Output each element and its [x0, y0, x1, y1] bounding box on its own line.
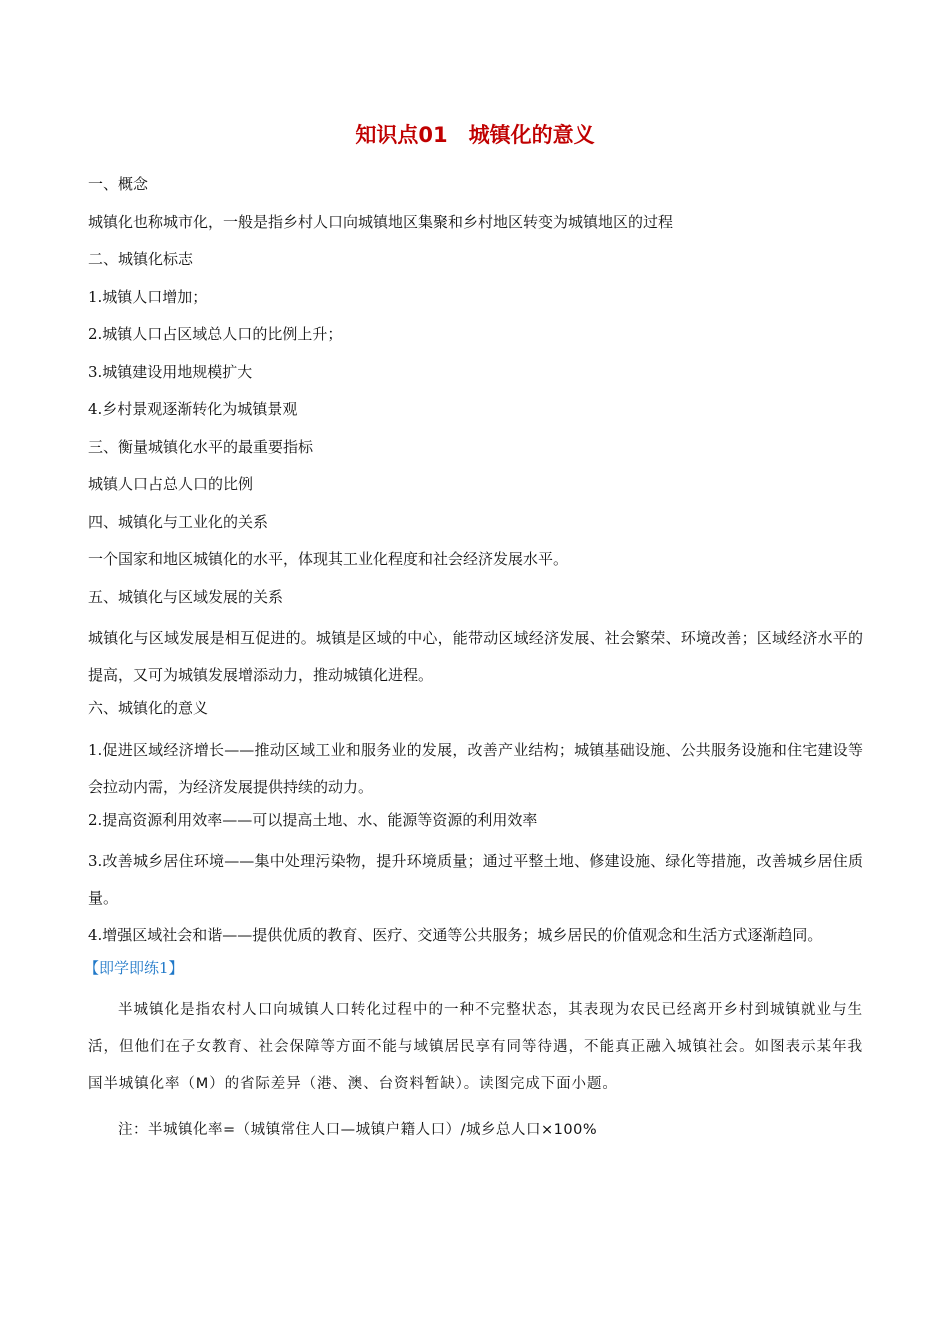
exercise-note: 注：半城镇化率=（城镇常住人口—城镇户籍人口）/城乡总人口×100% [118, 1122, 598, 1138]
section-heading-significance: 六、城镇化的意义 [88, 699, 209, 717]
signs-item-4: 4.乡村景观逐渐转化为城镇景观 [88, 400, 298, 418]
page-title: 知识点01 城镇化的意义 [355, 123, 595, 147]
signs-item-1: 1.城镇人口增加； [88, 287, 208, 306]
exercise-label: 【即学即练1】 [84, 959, 184, 977]
section-heading-industrialization: 四、城镇化与工业化的关系 [88, 512, 269, 531]
significance-item-3: 3.改善城乡居住环境——集中处理污染物，提升环境质量；通过平整土地、修建设施、绿化等措施，改善城乡居住质量。 [88, 852, 863, 907]
section-heading-regional-development: 五、城镇化与区域发展的关系 [88, 587, 284, 606]
section-heading-signs: 二、城镇化标志 [88, 250, 194, 268]
significance-item-2: 2.提高资源利用效率——可以提高土地、水、能源等资源的利用效率 [88, 810, 538, 829]
document-body [84, 170, 863, 1159]
signs-item-2: 2.城镇人口占区域总人口的比例上升； [88, 325, 343, 343]
significance-item-1: 1.促进区域经济增长——推动区域工业和服务业的发展，改善产业结构；城镇基础设施、公共服务设施和住宅建设等会拉动内需，为经济发展提供持续的动力。 [88, 740, 863, 796]
section-heading-indicator: 三、衡量城镇化水平的最重要指标 [88, 437, 314, 456]
regional-development-text: 城镇化与区域发展是相互促进的。城镇是区域的中心，能带动区域经济发展、社会繁荣、环境改善；区域经济水平的提高，又可为城镇发展增添动力，推动城镇化进程。 [88, 629, 863, 684]
section-heading-concept: 一、概念 [88, 175, 149, 193]
indicator-text: 城镇人口占总人口的比例 [88, 475, 254, 493]
significance-item-4: 4.增强区域社会和谐——提供优质的教育、医疗、交通等公共服务；城乡居民的价值观念和生活方式逐渐趋同。 [88, 926, 823, 944]
industrialization-text: 一个国家和地区城镇化的水平，体现其工业化程度和社会经济发展水平。 [88, 550, 569, 568]
signs-item-3: 3.城镇建设用地规模扩大 [88, 362, 253, 381]
concept-text: 城镇化也称城市化，一般是指乡村人口向城镇地区集聚和乡村地区转变为城镇地区的过程 [88, 212, 674, 231]
exercise-paragraph: 半城镇化是指农村人口向城镇人口转化过程中的一种不完整状态，其表现为农民已经离开乡村到城镇就业与生活，但他们在子女教育、社会保障等方面不能与域镇居民享有同等待遇，不能真正融入城镇社会。如图表示某年我国半城镇化率（M）的省际差异（港、澳、台资料暂缺）。读图完成下面小题。 [88, 1001, 863, 1092]
